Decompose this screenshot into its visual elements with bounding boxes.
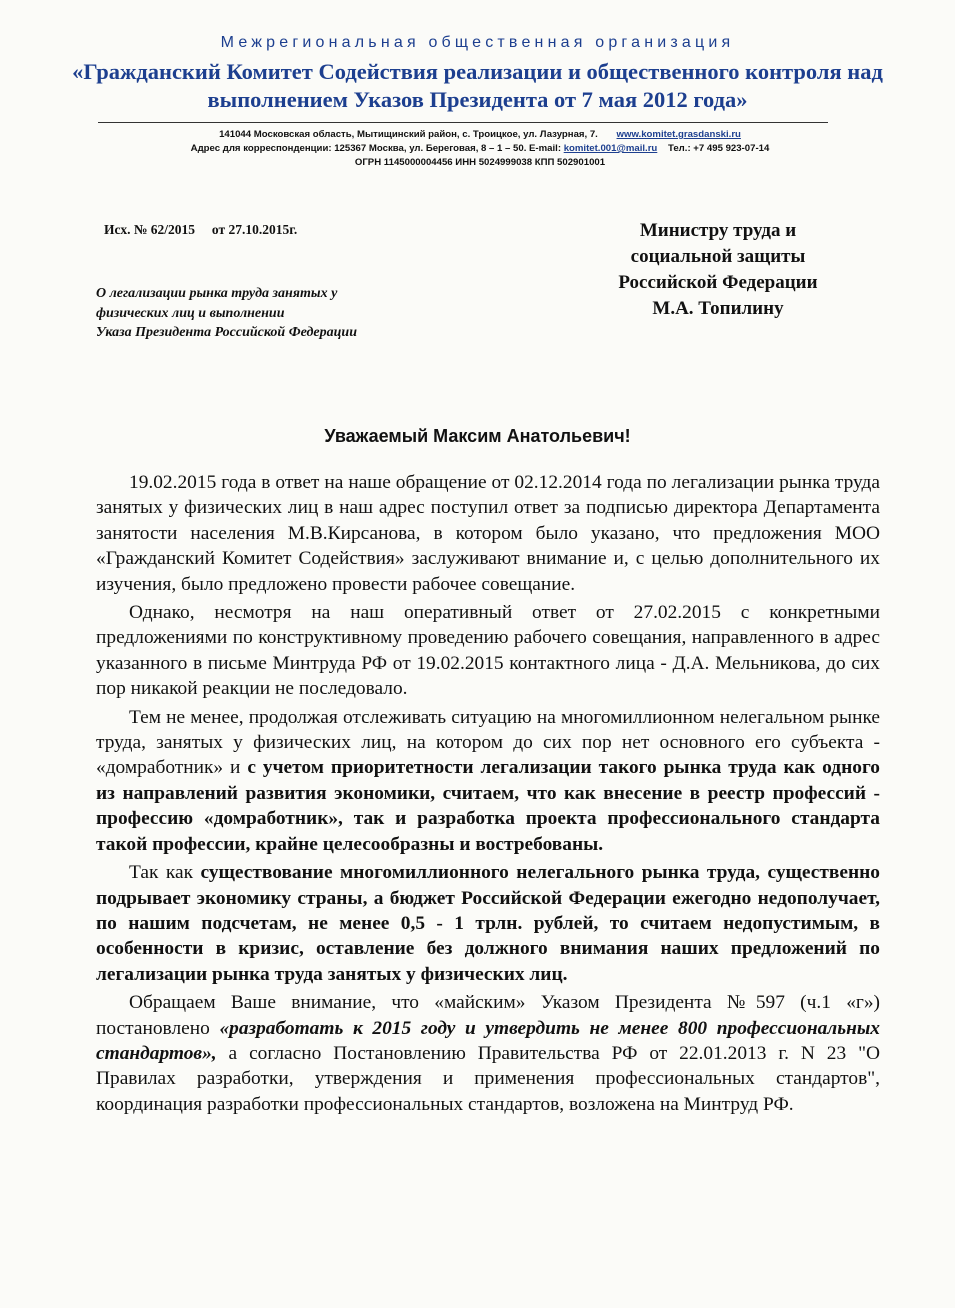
- subject-block: [96, 284, 436, 343]
- outgoing-date: от 27.10.2015г.: [211, 222, 298, 237]
- salutation: Уважаемый Максим Анатольевич!: [324, 426, 631, 446]
- subject-line: О легализации рынка труда занятых у: [96, 286, 338, 301]
- addressee-block: [588, 218, 848, 322]
- letter-body: [96, 470, 880, 1120]
- paragraph-5: [96, 990, 880, 1117]
- registration-numbers: ОГРН 1145000004456 ИНН 5024999038 КПП 502901001: [354, 157, 606, 168]
- subject-line: Указа Президента Российской Федерации: [96, 325, 357, 340]
- org-type-heading: Межрегиональная общественная организация: [220, 34, 735, 51]
- paragraph-5-quote: «разработать к 2015 году и утвердить не менее 800 профессиональных стандартов»,: [96, 1017, 881, 1064]
- correspondence-address: Адрес для корреспонденции: 125367 Москва, ул. Береговая, 8 – 1 – 50. E-mail:: [190, 143, 562, 154]
- outgoing-number: [104, 222, 297, 238]
- contact-line-1: [80, 128, 880, 142]
- subject-line: физических лиц и выполнении: [96, 305, 285, 321]
- email-link[interactable]: komitet.001@mail.ru: [563, 143, 658, 154]
- website-link[interactable]: www.komitet.grasdanski.ru: [616, 129, 741, 140]
- addressee-line: Министру труда и: [639, 220, 797, 241]
- paragraph-4: [96, 860, 880, 987]
- org-address: 141044 Московская область, Мытищинский район, с. Троицкое, ул. Лазурная, 7.: [219, 129, 598, 140]
- paragraph-3: [96, 705, 880, 857]
- outgoing-label: Исх. № 62/2015: [104, 222, 196, 237]
- paragraph-5-text: Обращаем Ваше внимание, что «майским» Указом Президента №597 (ч.1 «г») постановлено: [96, 992, 880, 1039]
- phone-number: Тел.: +7 495 923-07-14: [667, 143, 770, 154]
- addressee-line: социальной защиты: [630, 246, 806, 267]
- paragraph-1: 19.02.2015 года в ответ на наше обращение от 02.12.2014 года по легализации рынка труда занятых у физических лиц в наш адрес поступил ответ за подписью директора Департамента занятости населения М.В.Кирсанова, в котором было указано, что предложения МОО «Гражданский Комитет Содействия» заслуживают внимание и, с целью дополнительного их изучения, было предложено провести рабочее совещание.: [96, 472, 880, 595]
- addressee-line: Российской Федерации: [618, 272, 818, 293]
- org-name-heading: «Гражданский Комитет Содействия реализации и общественного контроля над выполнением Указов Президента от 7 мая 2012 года»: [72, 59, 883, 112]
- paragraph-3-text: Тем не менее, продолжая отслеживать ситуацию на многомиллионном нелегальном рынке труда, занятых у физических лиц, на котором до сих пор нет основного его субъекта - «домработник» и: [96, 706, 880, 779]
- paragraph-4-bold: существование многомиллионного нелегального рынка труда, существенно подрывает экономику страны, а бюджет Российской Федерации ежегодно недополучает, по нашим подсчетам, не менее 0,5 - 1 трлн. рублей, то считаем недопустимым, в особенности в кризис, оставление без должного внимания наших предложений по легализации рынка труда занятых у физических лиц.: [96, 862, 880, 985]
- paragraph-3-bold: с учетом приоритетности легализации такого рынка труда как одного из направлений развития экономики, считаем, что как внесение в реестр профессий - профессию «домработник», так и разработка проекта профессионального стандарта такой профессии, крайне целесообразны и востребованы.: [96, 757, 880, 855]
- contact-line-2: [80, 142, 880, 156]
- letterhead-divider: [98, 122, 828, 123]
- paragraph-4-text: Так как: [129, 862, 201, 884]
- letterhead-contacts: [80, 128, 880, 170]
- paragraph-5-rest: а согласно Постановлению Правительства РФ от 22.01.2013 г. N 23 "О Правилах разработки, утверждения и применения профессиональных стандартов", координация разработки профессиональных стандартов, возложена на Минтруд РФ.: [96, 1042, 880, 1115]
- paragraph-2: Однако, несмотря на наш оперативный ответ от 27.02.2015 с конкретными предложениями по конструктивному проведению рабочего совещания, направленного в адрес указанного в письме Минтруда РФ от 19.02.2015 контактного лица - Д.А. Мельникова, до сих пор никакой реакции не последовало.: [96, 602, 880, 700]
- addressee-line: М.А. Топилину: [652, 298, 784, 319]
